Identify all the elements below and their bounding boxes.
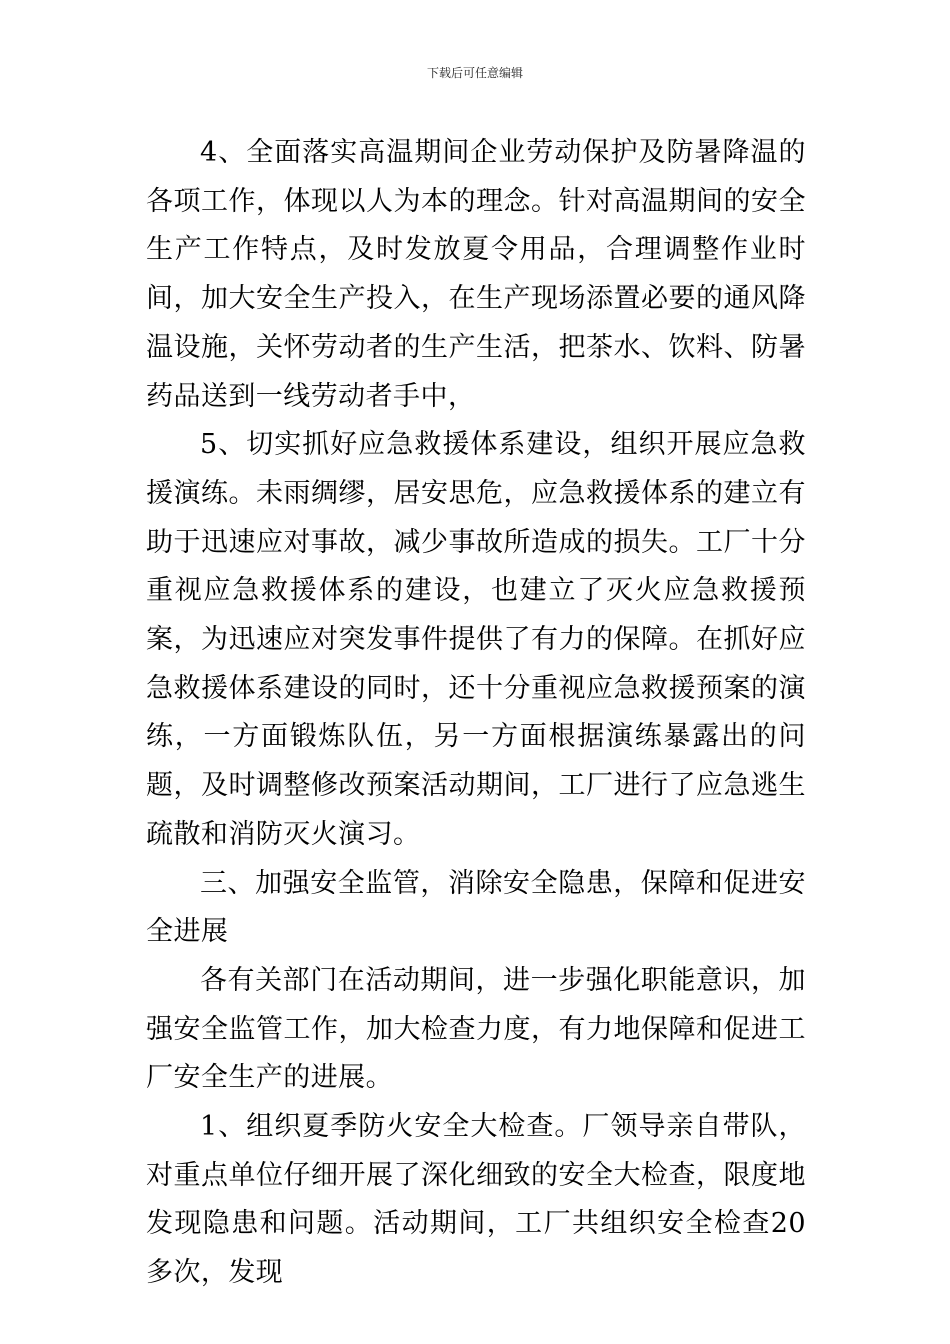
page-header-note: 下载后可任意编辑 — [426, 66, 523, 80]
paragraph-heat-protection: 4、全面落实高温期间企业劳动保护及防暑降温的各项工作，体现以人为本的理念。针对高温期间的安全生产工作特点，及时发放夏令用品，合理调整作业时间，加大安全生产投入，在生产现场添置必要的通风降温设施，关怀劳动者的生产生活，把茶水、饮料、防暑药品送到一线劳动者手中， — [146, 137, 806, 412]
section-heading-safety-supervision: 三、加强安全监管，消除安全隐患，保障和促进安全进展 — [146, 867, 806, 948]
document-body — [146, 129, 806, 1298]
paragraph-fire-inspection: 1、组织夏季防火安全大检查。厂领导亲自带队，对重点单位仔细开展了深化细致的安全大检查，限度地发现隐患和问题。活动期间，工厂共组织安全检查20多次，发现 — [146, 1111, 806, 1289]
paragraph-emergency-rescue: 5、切实抓好应急救援体系建设，组织开展应急救援演练。未雨绸缪，居安思危，应急救援体系的建立有助于迅速应对事故，减少事故所造成的损失。工厂十分重视应急救援体系的建设，也建立了灭火应急救援预案，为迅速应对突发事件提供了有力的保障。在抓好应急救援体系建设的同时，还十分重视应急救援预案的演练，一方面锻炼队伍，另一方面根据演练暴露出的问题，及时调整修改预案活动期间，工厂进行了应急逃生疏散和消防灭火演习。 — [146, 429, 806, 850]
paragraph-departments: 各有关部门在活动期间，进一步强化职能意识，加强安全监管工作，加大检查力度，有力地保障和促进工厂安全生产的进展。 — [146, 964, 806, 1094]
